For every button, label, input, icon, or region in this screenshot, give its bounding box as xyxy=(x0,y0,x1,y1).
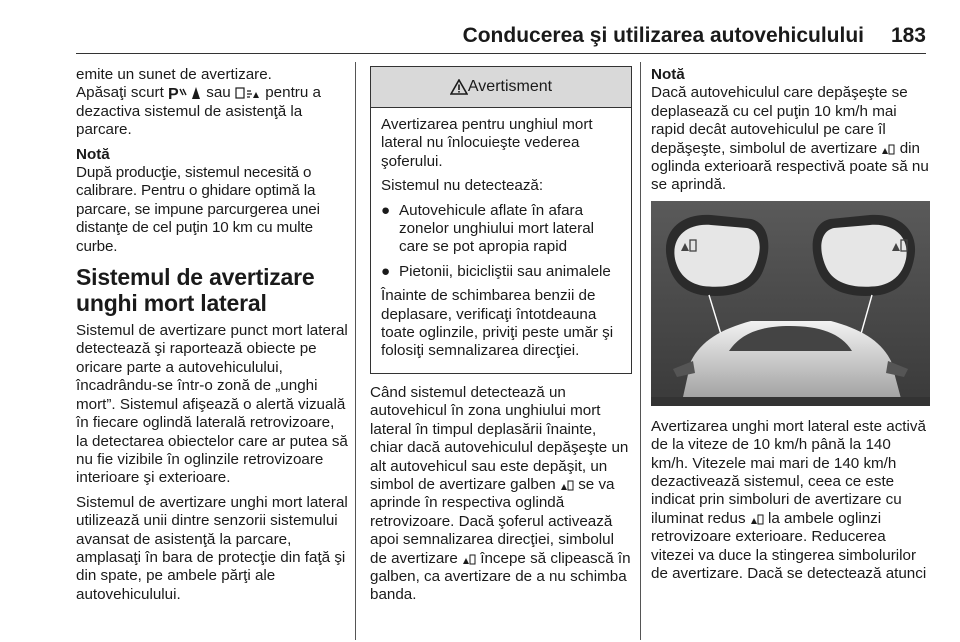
text-run: Când sistemul detectează un autovehicul în zona unghiului mort lateral în timpul deplasării înainte, chiar dacă autovehiculul depăşeşte un alt autovehicul sau este depăşit, un simbol de avertizare galben xyxy=(370,383,629,493)
warning-box xyxy=(370,66,632,374)
column-middle xyxy=(370,66,632,611)
svg-text:P: P xyxy=(168,86,179,102)
column-divider-right xyxy=(640,62,641,640)
warning-title: Avertisment xyxy=(467,77,553,95)
note-heading: Notă xyxy=(76,145,110,163)
paragraph-body xyxy=(370,384,632,605)
note-text xyxy=(651,84,930,194)
column-right xyxy=(651,66,930,590)
blind-spot-warning-icon xyxy=(881,143,895,155)
list-item: ● Autovehicule aflate în afara zonelor unghiului mort lateral care se pot apropia rapid xyxy=(381,202,621,257)
note-text: După producţie, sistemul necesită o calibrare. Pentru o ghidare optimă la parcare, se impune parcurgerea unei distanţe de cel puţin 10 km cu multe curbe. xyxy=(76,164,320,255)
section-title: Sistemul de avertizare unghi mort lateral xyxy=(76,264,315,317)
text-line: Apăsaţi scurt xyxy=(76,84,164,102)
header-divider xyxy=(76,53,926,54)
paragraph-body: Sistemul de avertizare punct mort lateral detectează şi raportează obiecte pe oricare parte a autovehiculului, încadrându-se într-o zonă de „unghi mort”. Sistemul afişează o alertă vizuală în fiecare oglindă laterală retrovizoare, la detectarea obiectelor care ar putea să nu fie vizibile în oglinzile retrovizoare interioare şi exterioare. xyxy=(76,322,348,487)
text-run: începe să clipească în galben, ca avertizare de a nu schimba banda. xyxy=(370,549,631,604)
text-run: se va aprinde în respectiva oglindă retrovizoare. Dacă şoferul activează apoi semnalizarea direcţiei, simbolul de avertizare xyxy=(370,475,615,567)
text-line: dezactiva sistemul de asistenţă la parcare. xyxy=(76,102,303,139)
paragraph-intro xyxy=(76,66,348,140)
text-line: pentru a xyxy=(265,84,321,102)
list-item-text: Autovehicule aflate în afara zonelor unghiului mort lateral care se pot apropia rapid xyxy=(399,201,595,256)
list-item-text: Pietonii, bicicliştii sau animalele xyxy=(399,262,611,280)
parking-assist-button-icon xyxy=(168,85,202,101)
column-divider-left xyxy=(355,62,356,640)
page-number: 183 xyxy=(890,24,926,47)
blind-spot-warning-icon xyxy=(750,513,764,525)
warning-header xyxy=(371,67,631,108)
paragraph-body xyxy=(651,418,930,584)
page-header xyxy=(0,0,960,56)
text-run: la ambele oglinzi retrovizoare exterioare. Reducerea vitezei va duce la stingerea simbolurilor de avertizare. Dacă se detectează atunci xyxy=(651,509,927,583)
car-mirrors-illustration xyxy=(651,201,930,406)
blind-spot-warning-icon xyxy=(462,553,476,565)
list-item: ● Pietonii, bicicliştii sau animalele xyxy=(381,262,611,280)
text-line: emite un sunet de avertizare. xyxy=(76,66,272,83)
warning-text: Înainte de schimbarea benzii de deplasare, verificaţi întotdeauna toate oglinzile, priviţi peste umăr şi folosiţi semnalizarea direcţiei. xyxy=(381,287,614,360)
blind-spot-off-button-icon xyxy=(235,85,261,101)
note-heading: Notă xyxy=(651,66,685,83)
text-run: Avertizarea unghi mort lateral este activă de la viteze de 10 km/h până la 140 km/h. Vitezele mai mari de 140 km/h dezactivează sistemul, ceea ce este indicat prin simboluri de avertizare cu iluminat redus xyxy=(651,417,926,527)
warning-body xyxy=(371,108,631,373)
warning-text: Sistemul nu detectează: xyxy=(381,177,544,195)
blind-spot-warning-icon xyxy=(560,479,574,491)
text-run: Dacă autovehiculul care depăşeşte se deplasează cu cel puţin 10 km/h mai rapid decât autovehiculul pe care îl depăşeşte, simbolul de avertizare xyxy=(651,84,908,157)
column-left xyxy=(76,66,348,610)
warning-icon xyxy=(450,79,468,95)
text-run: din oglinda exterioară respectivă poate să nu se aprindă. xyxy=(651,139,929,194)
chapter-title: Conducerea şi utilizarea autovehiculului xyxy=(462,24,864,47)
text-line: sau xyxy=(206,84,231,102)
warning-text: Avertizarea pentru unghiul mort lateral nu înlocuieşte vederea şoferului. xyxy=(381,116,593,170)
paragraph-body: Sistemul de avertizare unghi mort lateral utilizează unii dintre senzorii sistemului avansat de asistenţă la parcare, amplasaţi în bara de protecţie din faţă şi din spate, pe ambele părţi ale autovehiculului. xyxy=(76,493,348,603)
